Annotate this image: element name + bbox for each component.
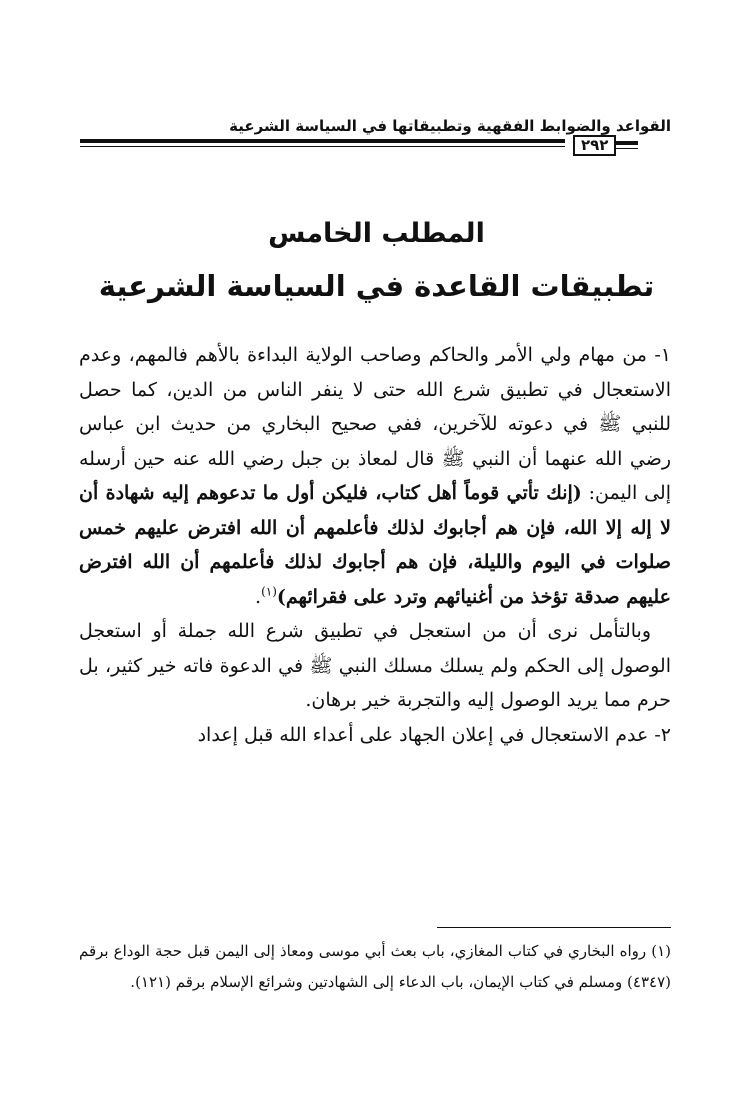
footnote-reference[interactable]: (١) xyxy=(261,584,277,599)
hadith-quote: (إنك تأتي قوماً أهل كتاب، فليكن أول ما تدعوهم إليه شهادة أن لا إله إلا الله، فإن هم أجابوك لذلك فأعلمهم أن الله افترض عليهم خمس صلوات في اليوم والليلة، فإن هم أجابوك لذلك فأعلمهم أن الله افترض عليهم صدقة تؤخذ من أغنيائهم وترد على فقرائهم) xyxy=(79,482,671,608)
footnote xyxy=(79,936,671,998)
section-title: تطبيقات القاعدة في السياسة الشرعية xyxy=(98,269,655,303)
page-number-group xyxy=(573,135,673,155)
section-heading: المطلب الخامس xyxy=(268,218,485,249)
paragraph-1-end: . xyxy=(255,585,262,608)
paragraph-3: ٢- عدم الاستعجال في إعلان الجهاد على أعداء الله قبل إعداد xyxy=(197,723,671,746)
paragraph-1-intro: ١- من مهام ولي الأمر والحاكم وصاحب الولاية البداءة بالأهم فالمهم، وعدم الاستعجال في تطبيق شرع الله حتى لا ينفر الناس من الدين، كما حصل للنبي ﷺ في دعوته للآخرين، ففي صحيح البخاري من حديث ابن عباس رضي الله عنهما أن النبي ﷺ قال لمعاذ بن جبل رضي الله عنه حين أرسله إلى اليمن: xyxy=(79,344,672,504)
paragraph-1 xyxy=(79,338,671,614)
body-text xyxy=(79,338,671,752)
footnote-text: (١) رواه البخاري في كتاب المغازي، باب بعث أبي موسى ومعاذ إلى اليمن قبل حجة الوداع برقم (٤٣٤٧) ومسلم في كتاب الإيمان، باب الدعاء إلى الشهادتين وشرائع الإسلام برقم (١٢١). xyxy=(79,942,671,991)
header-rule xyxy=(80,137,565,149)
page-number-rule xyxy=(616,139,638,151)
paragraph-2: وبالتأمل نرى أن من استعجل في تطبيق شرع الله جملة أو استعجل الوصول إلى الحكم ولم يسلك مسلك النبي ﷺ في الدعوة فاته خير كثير، بل حرم مما يريد الوصول إليه والتجربة خير برهان. xyxy=(79,620,671,711)
header-rule-thick xyxy=(80,139,565,143)
footnote-separator xyxy=(437,927,671,928)
page-number: ٢٩٢ xyxy=(573,135,616,156)
header-rule-thin xyxy=(80,146,565,147)
running-header-title: القواعد والضوابط الفقهية وتطبيقاتها في السياسة الشرعية xyxy=(229,117,671,135)
